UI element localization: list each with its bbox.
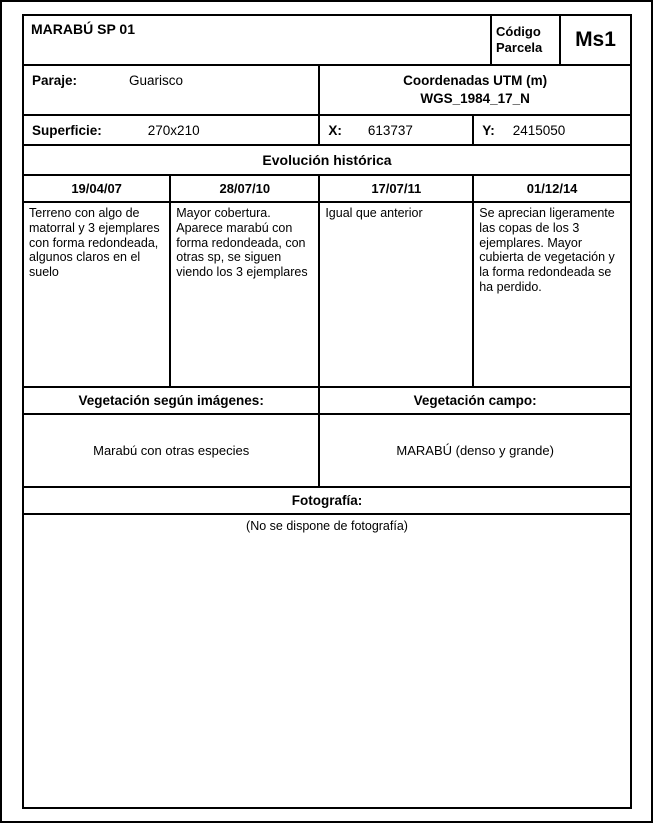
superficie-xy-row bbox=[24, 116, 630, 146]
superficie-value: 270x210 bbox=[147, 122, 200, 138]
evolucion-entry-2 bbox=[171, 203, 320, 386]
fotografia-header-cell bbox=[24, 488, 630, 513]
evolucion-dates-row bbox=[24, 176, 630, 203]
codigo-parcela-label: Código Parcela bbox=[496, 24, 543, 55]
vegetacion-campo-value-cell bbox=[320, 415, 630, 486]
vegetacion-campo-header-cell bbox=[320, 388, 630, 413]
fotografia-area-row bbox=[24, 515, 630, 807]
evolucion-header-row bbox=[24, 146, 630, 176]
codigo-parcela-value: Ms1 bbox=[575, 28, 616, 51]
evolucion-entry-text-3: Igual que anterior bbox=[325, 206, 423, 220]
date-1: 19/04/07 bbox=[71, 181, 122, 196]
header-row bbox=[24, 16, 630, 66]
superficie-label: Superficie: bbox=[32, 122, 102, 138]
fotografia-placeholder-text: (No se dispone de fotografía) bbox=[246, 519, 408, 533]
date-header-3 bbox=[320, 176, 474, 201]
date-3: 17/07/11 bbox=[371, 181, 422, 196]
y-label: Y: bbox=[482, 122, 495, 138]
date-header-4 bbox=[474, 176, 630, 201]
evolucion-title: Evolución histórica bbox=[262, 152, 392, 168]
vegetacion-imagenes-header-cell bbox=[24, 388, 320, 413]
coordenadas-datum: WGS_1984_17_N bbox=[420, 90, 530, 106]
date-header-2 bbox=[171, 176, 320, 201]
evolucion-entry-text-4: Se aprecian ligeramente las copas de los 3 ejemplares. Mayor cubierta de vegetación y la forma redondeada se ha perdido. bbox=[479, 206, 615, 294]
paraje-coordenadas-row bbox=[24, 66, 630, 116]
fotografia-header-row bbox=[24, 488, 630, 515]
sheet-title: MARABÚ SP 01 bbox=[31, 21, 135, 37]
vegetacion-imagenes-value: Marabú con otras especies bbox=[93, 443, 250, 458]
paraje-cell bbox=[24, 66, 320, 114]
evolucion-entry-3 bbox=[320, 203, 474, 386]
evolucion-entry-4 bbox=[474, 203, 630, 386]
date-4: 01/12/14 bbox=[526, 181, 578, 196]
coordenadas-cell bbox=[320, 66, 630, 114]
vegetacion-campo-value: MARABÚ (denso y grande) bbox=[396, 443, 554, 458]
vegetacion-campo-label: Vegetación campo: bbox=[413, 393, 537, 408]
fotografia-label: Fotografía: bbox=[291, 493, 363, 508]
evolucion-entry-1 bbox=[24, 203, 171, 386]
vegetacion-values-row bbox=[24, 415, 630, 488]
date-2: 28/07/10 bbox=[219, 181, 271, 196]
evolucion-entry-text-1: Terreno con algo de matorral y 3 ejemplares con forma redondeada, algunos claros en el suelo bbox=[29, 206, 160, 279]
date-header-1 bbox=[24, 176, 171, 201]
codigo-parcela-cell bbox=[492, 16, 561, 64]
parcel-datasheet bbox=[22, 14, 632, 809]
x-label: X: bbox=[328, 122, 342, 138]
vegetacion-headers-row bbox=[24, 388, 630, 415]
vegetacion-imagenes-label: Vegetación según imágenes: bbox=[78, 393, 264, 408]
y-value: 2415050 bbox=[512, 122, 566, 138]
superficie-cell bbox=[24, 116, 320, 144]
vegetacion-imagenes-value-cell bbox=[24, 415, 320, 486]
coordinate-y-cell bbox=[474, 116, 630, 144]
title-cell bbox=[24, 16, 492, 64]
evolucion-descriptions-row bbox=[24, 203, 630, 388]
coordinate-x-cell bbox=[320, 116, 474, 144]
paraje-value: Guarisco bbox=[129, 73, 184, 88]
x-value: 613737 bbox=[367, 122, 413, 138]
coordenadas-label: Coordenadas UTM (m) bbox=[403, 73, 548, 88]
fotografia-area bbox=[24, 515, 630, 807]
codigo-parcela-value-cell bbox=[561, 16, 630, 64]
evolucion-entry-text-2: Mayor cobertura. Aparece marabú con forma redondeada, con otras sp, se siguen viendo los 3 ejemplares bbox=[176, 206, 308, 279]
paraje-label: Paraje: bbox=[32, 73, 78, 88]
evolucion-title-cell bbox=[24, 146, 630, 174]
